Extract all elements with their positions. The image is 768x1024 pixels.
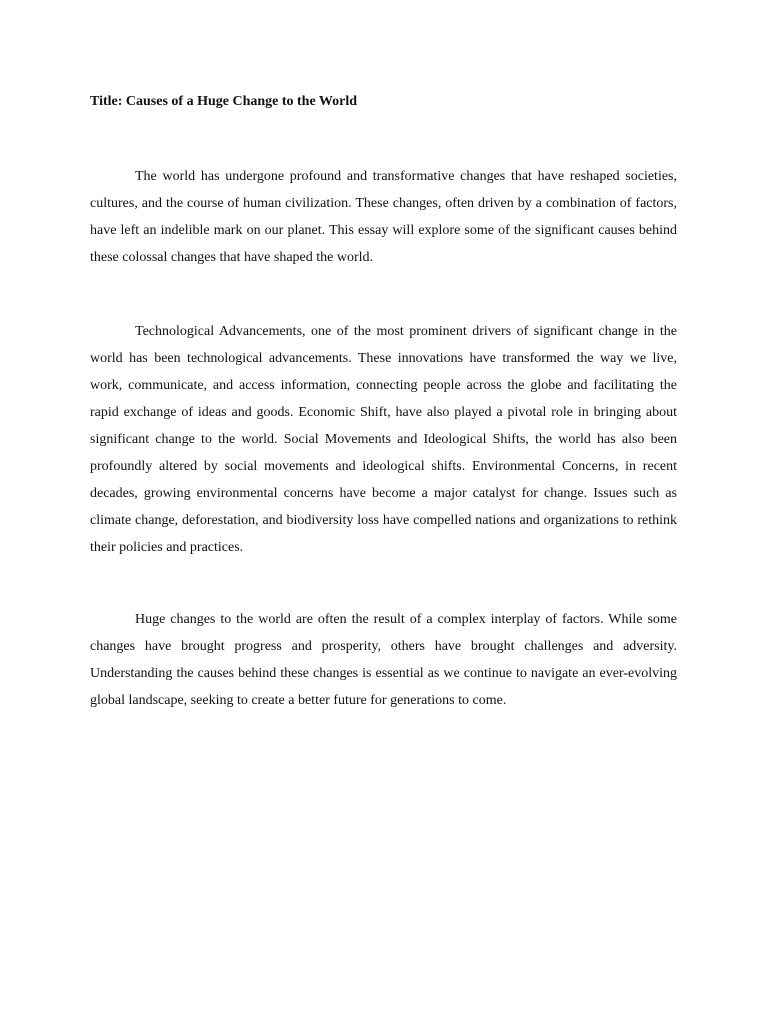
- paragraph-causes: Technological Advancements, one of the most prominent drivers of significant change in the world has been technological advancements. These innovations have transformed the way we live, work, communicate, and access information, connecting people across the globe and facilitating the rapid exchange of ideas and goods. Economic Shift, have also played a pivotal role in bringing about significant change to the world. Social Movements and Ideological Shifts, the world has also been profoundly altered by social movements and ideological shifts. Environmental Concerns, in recent decades, growing environmental concerns have become a major catalyst for change. Issues such as climate change, deforestation, and biodiversity loss have compelled nations and organizations to rethink their policies and practices.: [90, 324, 677, 555]
- paragraph-introduction: The world has undergone profound and transformative changes that have reshaped societies, cultures, and the course of human civilization. These changes, often driven by a combination of factors, have left an indelible mark on our planet. This essay will explore some of the significant causes behind these colossal changes that have shaped the world.: [90, 169, 677, 265]
- document-title: Title: Causes of a Huge Change to the World: [90, 94, 358, 109]
- paragraph-conclusion: Huge changes to the world are often the result of a complex interplay of factors. While some changes have brought progress and prosperity, others have brought challenges and adversity. Understanding the causes behind these changes is essential as we continue to navigate an ever-evolving global landscape, seeking to create a better future for generations to come.: [90, 612, 677, 708]
